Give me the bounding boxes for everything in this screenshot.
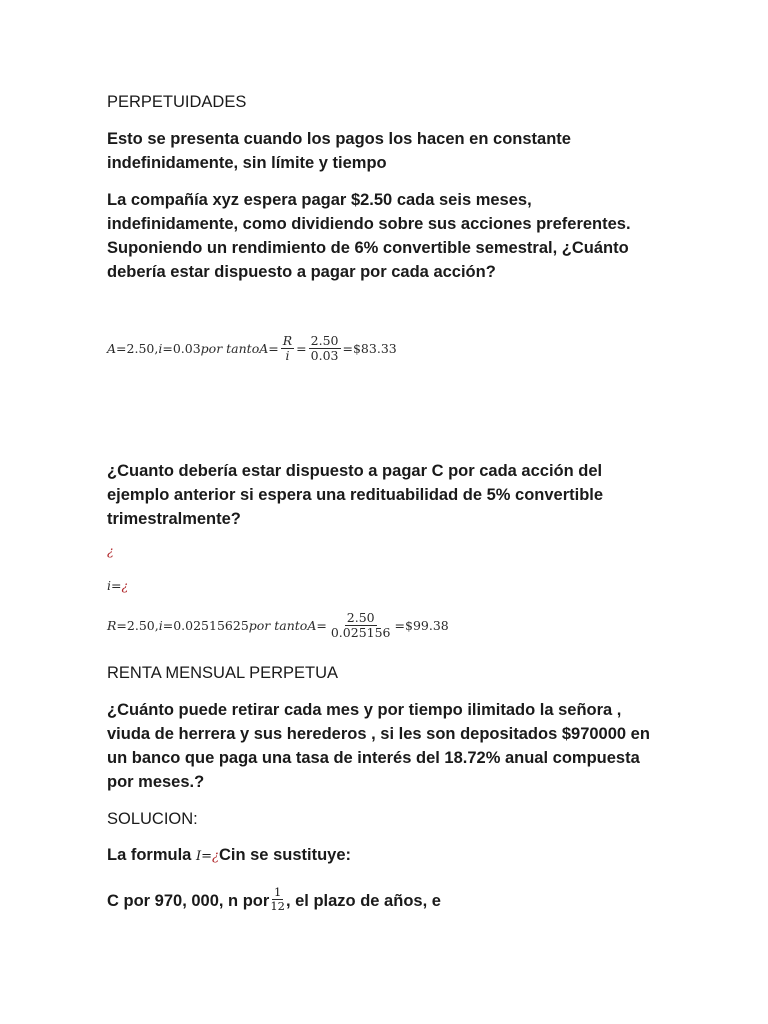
fraction-values: $\frac{2.50}{0.03}$ xyxy=(310,333,339,363)
paragraph-problem-1: La compañía xyz espera pagar $2.50 cada seis meses, indefinidamente, como dividiendo sobre sus acciones preferentes. Suponiendo un rendimiento de 6% convertible semestral, ¿Cuánto debería estar dispuesto a pagar por cada acción? xyxy=(107,191,631,281)
paragraph-question-3: ¿Cuánto puede retirar cada mes y por tiempo ilimitado la señora , viuda de herrera y sus herederos , si les son depositados $970000 en un banco que paga una tasa de interés del 18.72% anual compuesta por meses.? xyxy=(107,701,650,791)
equation-2: R = 2.50 , i = 0.02515625 por tanto A = $\frac{2.50}{0.025156}$ = $99.38 xyxy=(107,610,449,640)
paragraph-definition: Esto se presenta cuando los pagos los hacen en constante indefinidamente, sin límite y tiempo xyxy=(107,130,571,172)
last-line: C por 970, 000, n por $\frac{1}{12}$ , el plazo de años, e xyxy=(107,885,441,913)
solucion-label: SOLUCION: xyxy=(107,810,198,828)
result-value: $83.33 xyxy=(352,341,397,356)
equation-1: A = 2.50 , i = 0.03 por tanto A = $\frac{R}{i}$ = $\frac{2.50}{0.03}$ = $83.33 xyxy=(107,333,397,363)
heading-renta-mensual: RENTA MENSUAL PERPETUA xyxy=(107,664,339,682)
paragraph-question-2: ¿Cuanto debería estar dispuesto a pagar C por cada acción del ejemplo anterior si espera una redituabilidad de 5% convertible trimestralmente? xyxy=(107,462,604,528)
fraction-r-over-i: $\frac{R}{i}$ xyxy=(282,333,293,363)
equation-i: i = ¿ xyxy=(107,578,129,593)
result-value-2: $99.38 xyxy=(405,618,449,633)
fraction-one-twelfth: $\frac{1}{12}$ xyxy=(270,885,285,913)
glyph-line: ¿ xyxy=(107,543,114,558)
fraction-values-2: $\frac{2.50}{0.025156}$ xyxy=(330,610,391,640)
formula-line: La formula I=¿Cin se sustituye: xyxy=(107,846,352,864)
heading-perpetuidades: PERPETUIDADES xyxy=(107,93,247,111)
